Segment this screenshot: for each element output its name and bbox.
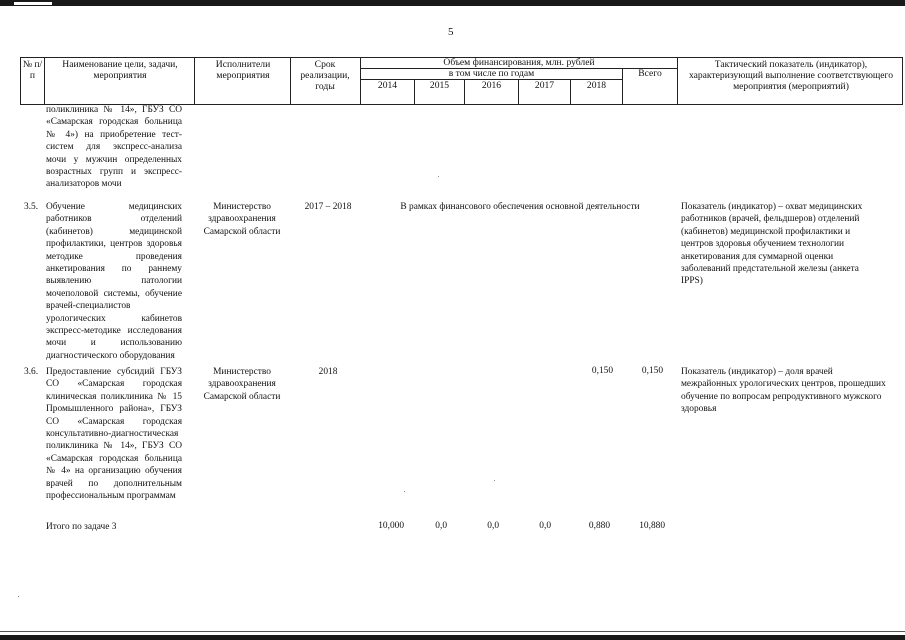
summary-value-2015: 0,0 (435, 521, 447, 531)
row-3-5-term: 2017 – 2018 (304, 202, 352, 212)
row-3-6-indicator: Показатель (индикатор) – доля врачей межрайонных урологических центров, прошедших обучение по вопросам репродуктивного мужского здоровья (681, 367, 886, 415)
row-3-6-term: 2018 (318, 367, 338, 377)
row-3-5-name: Обучение медицинских работников отделений (кабинетов) медицинской профилактики, центров здоровья методике проведения анкетирования по раннему выявлению патологии мочеполовой системы, обучение врачей-специалистов урологических кабинетов экспресс-методике исследования мочи и использованию диагностического оборудования (46, 202, 182, 361)
col-line (290, 57, 291, 105)
summary-value-2014: 10,000 (378, 521, 404, 531)
row-3-5-executor: Министерство здравоохранения Самарской области (203, 202, 281, 237)
top-border-gap (14, 2, 52, 5)
col-line (677, 57, 678, 105)
header-year-2018: 2018 (586, 80, 607, 91)
page-number: 5 (448, 26, 454, 38)
row-continuation-name: поликлиника № 14», ГБУЗ СО «Самарская городская больница № 4») на приобретение тест-систем для экспресс-анализа мочи у мужчин определенных возрастных групп и экспресс-анализаторов мочи (46, 105, 182, 190)
row-3-5-financing-note: В рамках финансового обеспечения основной деятельности (400, 202, 640, 212)
summary-value-2018: 0,880 (588, 521, 610, 531)
header-term: Срок реализации, годы (300, 59, 350, 92)
summary-value-2016: 0,0 (487, 521, 499, 531)
row-3-6-value-2018: 0,150 (591, 366, 613, 376)
summary-label: Итого по задаче 3 (46, 522, 117, 532)
header-year-2017: 2017 (534, 80, 555, 91)
col-line (44, 57, 45, 105)
table-header (20, 57, 903, 105)
row-3-6-num: 3.6. (24, 367, 39, 377)
header-year-2016: 2016 (481, 80, 502, 91)
row-3-6-executor: Министерство здравоохранения Самарской области (203, 367, 281, 402)
top-border (0, 0, 905, 6)
header-executors: Исполнители мероприятия (215, 59, 271, 81)
scan-speck (494, 480, 495, 481)
header-name: Наименование цели, задачи, мероприятия (62, 59, 178, 81)
header-total: Всего (638, 68, 662, 79)
header-num: № п/п (22, 59, 43, 81)
summary-value-2017: 0,0 (539, 521, 551, 531)
header-year-2015: 2015 (429, 80, 450, 91)
row-3-5-indicator: Показатель (индикатор) – охват медицинских работников (врачей, фельдшеров) отделений (кабинетов) медицинской профилактики и центров здоровья обучением технологии анкетирования для суммарной оценки заболеваний предстательной железы (анкета IPPS) (681, 202, 863, 287)
scan-speck (404, 491, 405, 492)
header-indicator: Тактический показатель (индикатор), характеризующий выполнение соответствующего мероприятия (мероприятий) (688, 59, 894, 92)
col-line (194, 57, 195, 105)
summary-value-total: 10,880 (639, 521, 665, 531)
scan-speck (18, 596, 19, 597)
bottom-border (0, 635, 905, 640)
header-financing: Объем финансирования, млн. рублей (443, 57, 595, 68)
header-year-2014: 2014 (377, 80, 398, 91)
row-3-5-num: 3.5. (24, 202, 39, 212)
row-3-6-name: Предоставление субсидий ГБУЗ СО «Самарская городская клиническая поликлиника № 15 Промышленного района», ГБУЗ СО «Самарская городская консультативно-диагностическая поликлиника № 14», ГБУЗ СО «Самарская городская больница № 4» на организацию обучения врачей по дополнительным профессиональным программам (46, 367, 182, 502)
row-3-6-value-total: 0,150 (641, 366, 663, 376)
scan-speck (438, 176, 439, 177)
bottom-line (0, 631, 905, 632)
col-line (902, 57, 903, 105)
header-by-years: в том числе по годам (448, 68, 535, 79)
